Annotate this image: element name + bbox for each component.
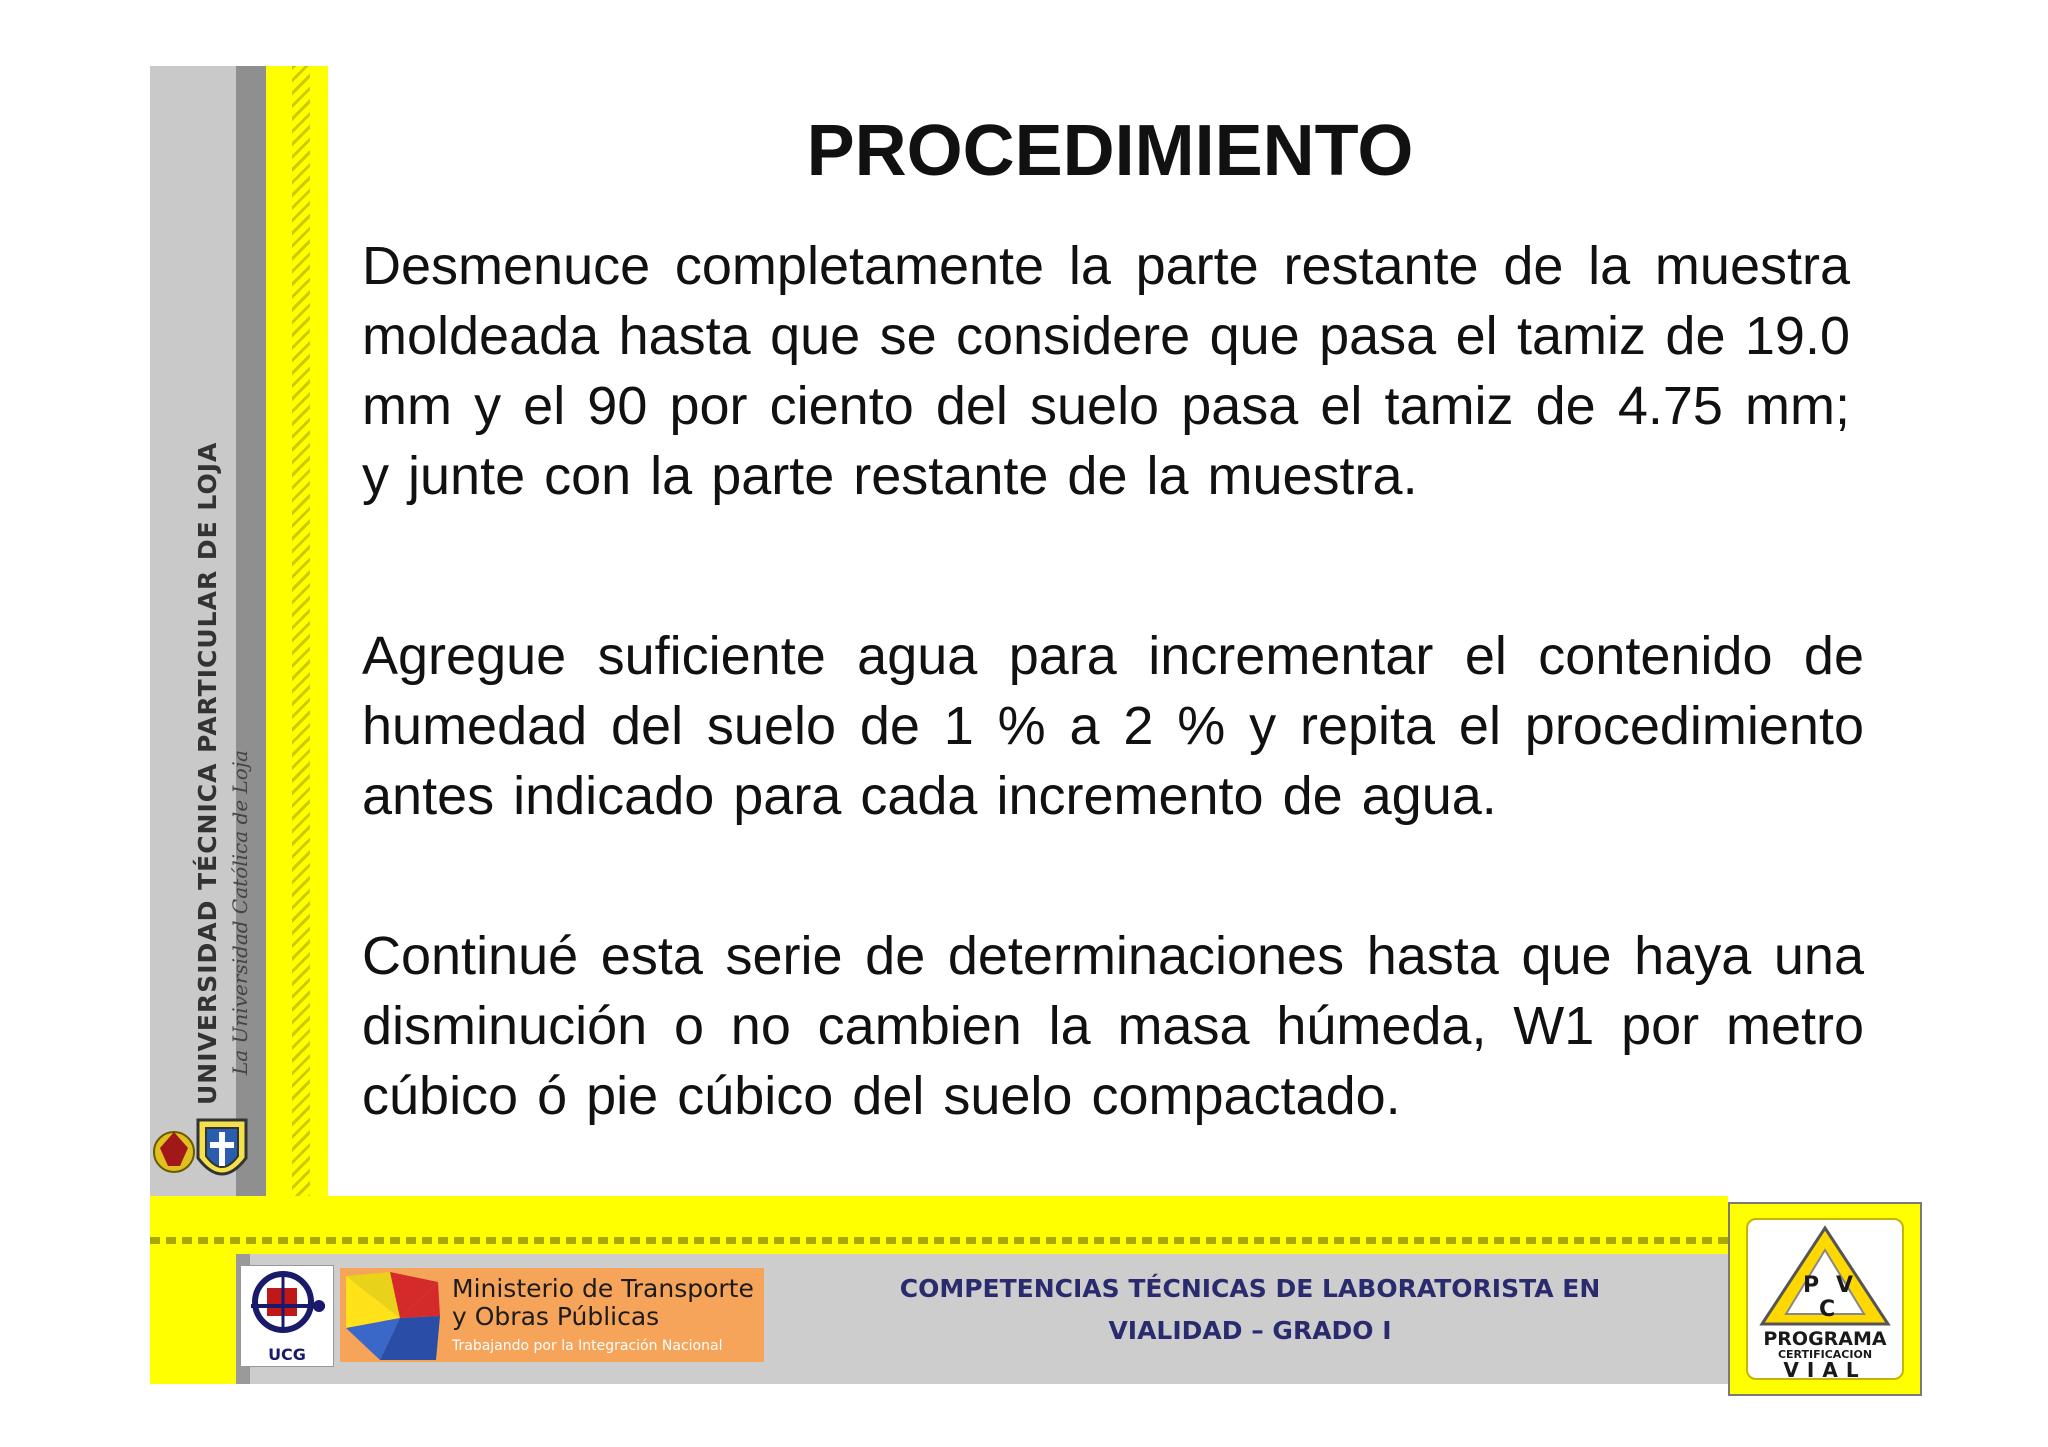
ucg-emblem-icon — [241, 1266, 333, 1342]
footer-yellow-strip — [150, 1196, 1728, 1254]
university-vertical-label — [193, 442, 252, 1105]
university-name: UNIVERSIDAD TÉCNICA PARTICULAR DE LOJA — [193, 441, 222, 1105]
sidebar-wave-pattern — [292, 66, 310, 1196]
pcv-letter-p: P — [1803, 1273, 1820, 1298]
pcv-logo-inner — [1746, 1218, 1904, 1380]
ministry-name-line1: Ministerio de Transporte — [452, 1274, 754, 1303]
pcv-certificacion: CERTIFICACION — [1777, 1348, 1873, 1361]
ministry-emblem-icon — [340, 1268, 444, 1362]
course-title — [860, 1268, 1640, 1352]
university-motto: La Universidad Católica de Loja — [228, 750, 252, 1075]
pcv-letter-v: V — [1836, 1273, 1854, 1298]
slide-title: PROCEDIMIENTO — [806, 111, 1414, 191]
paragraph-3: Continué esta serie de determinaciones hasta que haya una disminución o no cambien la masa húmeda, W1 por metro cúbico ó pie cúbico del suelo compactado. — [362, 926, 1864, 1126]
footer-dash-pattern — [150, 1237, 1728, 1244]
pcv-triangle-icon — [1748, 1220, 1902, 1330]
ministry-slogan: Trabajando por la Integración Nacional — [452, 1338, 723, 1354]
pcv-logo — [1728, 1202, 1922, 1396]
pcv-programa: PROGRAMA — [1763, 1328, 1887, 1350]
ucg-logo — [240, 1265, 334, 1367]
course-title-line1: COMPETENCIAS TÉCNICAS DE LABORATORISTA EN — [899, 1274, 1601, 1303]
paragraph-1: Desmenuce completamente la parte restante de la muestra moldeada hasta que se considere que pasa el tamiz de 19.0 mm y el 90 por ciento del suelo pasa el tamiz de 4.75 mm; y junte con la parte restante de la muestra. — [362, 236, 1850, 506]
pcv-vial: VIAL — [1783, 1358, 1867, 1382]
ministry-logo — [340, 1268, 764, 1362]
course-title-line2: VIALIDAD – GRADO I — [1108, 1316, 1392, 1345]
pcv-letter-c: C — [1819, 1297, 1836, 1322]
ucg-label: UCG — [268, 1345, 306, 1364]
paragraph-2: Agregue suficiente agua para incrementar el contenido de humedad del suelo de 1 % a 2 % y repita el procedimiento antes indicado para cada incremento de agua. — [362, 626, 1864, 826]
university-crest-icon — [150, 1108, 262, 1192]
footer-left-yellow — [150, 1254, 236, 1384]
ministry-name-line2: y Obras Públicas — [452, 1302, 660, 1331]
